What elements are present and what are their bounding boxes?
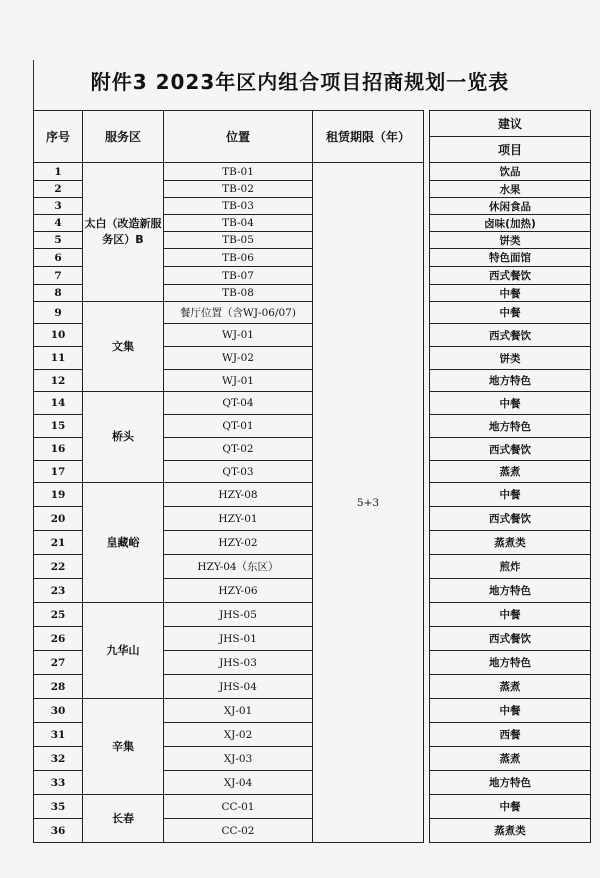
cell-position: XJ-01	[164, 699, 313, 723]
header-seq: 序号	[34, 111, 83, 163]
cell-project: 地方特色	[430, 415, 591, 438]
cell-seq: 30	[34, 699, 83, 723]
cell-project: 蒸煮	[430, 675, 591, 699]
cell-project: 特色面馆	[430, 249, 591, 267]
cell-seq: 16	[34, 438, 83, 461]
table-body	[34, 163, 591, 843]
cell-position: TB-02	[164, 181, 313, 198]
plan-table	[33, 110, 591, 843]
cell-seq: 8	[34, 285, 83, 302]
cell-project: 地方特色	[430, 771, 591, 795]
cell-seq: 12	[34, 370, 83, 392]
cell-position: TB-04	[164, 215, 313, 232]
cell-position: XJ-03	[164, 747, 313, 771]
cell-project: 中餐	[430, 285, 591, 302]
cell-project: 中餐	[430, 302, 591, 324]
cell-seq: 28	[34, 675, 83, 699]
cell-service-area: 辛集	[83, 699, 164, 795]
cell-seq: 17	[34, 461, 83, 483]
cell-project: 西餐	[430, 723, 591, 747]
cell-project: 蒸煮类	[430, 531, 591, 555]
cell-project: 蒸煮	[430, 747, 591, 771]
cell-project: 中餐	[430, 603, 591, 627]
cell-position: JHS-03	[164, 651, 313, 675]
cell-position: TB-06	[164, 249, 313, 267]
table-row	[34, 483, 591, 507]
cell-project: 西式餐饮	[430, 267, 591, 285]
cell-service-area: 九华山	[83, 603, 164, 699]
cell-service-area: 太白（改造新服务区）B	[83, 163, 164, 302]
cell-project: 饼类	[430, 347, 591, 370]
cell-position: QT-01	[164, 415, 313, 438]
cell-position: WJ-01	[164, 370, 313, 392]
cell-position: JHS-05	[164, 603, 313, 627]
cell-project: 地方特色	[430, 579, 591, 603]
cell-project: 地方特色	[430, 370, 591, 392]
cell-project: 卤味(加热)	[430, 215, 591, 232]
cell-project: 中餐	[430, 699, 591, 723]
cell-seq: 35	[34, 795, 83, 819]
table-row	[34, 603, 591, 627]
header-area: 服务区	[83, 111, 164, 163]
table-row	[34, 795, 591, 819]
cell-project: 水果	[430, 181, 591, 198]
cell-position: QT-03	[164, 461, 313, 483]
cell-position: WJ-01	[164, 324, 313, 347]
document-title: 附件3 2023年区内组合项目招商规划一览表	[90, 70, 510, 94]
cell-project: 地方特色	[430, 651, 591, 675]
cell-project: 西式餐饮	[430, 627, 591, 651]
header-term: 租赁期限（年）	[313, 111, 424, 163]
cell-position: TB-07	[164, 267, 313, 285]
cell-position: JHS-04	[164, 675, 313, 699]
cell-service-area: 皇藏峪	[83, 483, 164, 603]
cell-position: XJ-04	[164, 771, 313, 795]
cell-seq: 11	[34, 347, 83, 370]
header-position: 位置	[164, 111, 313, 163]
cell-position: HZY-08	[164, 483, 313, 507]
cell-lease-term: 5+3	[313, 163, 424, 843]
cell-project: 饮品	[430, 163, 591, 181]
cell-seq: 10	[34, 324, 83, 347]
cell-seq: 32	[34, 747, 83, 771]
cell-seq: 22	[34, 555, 83, 579]
cell-position: 餐厅位置（含WJ-06/07)	[164, 302, 313, 324]
cell-project: 西式餐饮	[430, 324, 591, 347]
cell-position: CC-02	[164, 819, 313, 843]
cell-position: TB-08	[164, 285, 313, 302]
cell-seq: 27	[34, 651, 83, 675]
cell-position: JHS-01	[164, 627, 313, 651]
cell-seq: 5	[34, 232, 83, 249]
cell-seq: 7	[34, 267, 83, 285]
cell-seq: 33	[34, 771, 83, 795]
cell-project: 西式餐饮	[430, 507, 591, 531]
table-row	[34, 163, 591, 181]
cell-position: TB-05	[164, 232, 313, 249]
cell-seq: 6	[34, 249, 83, 267]
cell-seq: 20	[34, 507, 83, 531]
table-row	[34, 302, 591, 324]
cell-project: 煎炸	[430, 555, 591, 579]
cell-position: QT-04	[164, 392, 313, 415]
cell-position: CC-01	[164, 795, 313, 819]
cell-project: 休闲食品	[430, 198, 591, 215]
cell-seq: 9	[34, 302, 83, 324]
cell-seq: 4	[34, 215, 83, 232]
cell-seq: 23	[34, 579, 83, 603]
cell-seq: 25	[34, 603, 83, 627]
cell-position: QT-02	[164, 438, 313, 461]
cell-seq: 2	[34, 181, 83, 198]
cell-project: 饼类	[430, 232, 591, 249]
cell-project: 中餐	[430, 795, 591, 819]
cell-seq: 36	[34, 819, 83, 843]
cell-service-area: 桥头	[83, 392, 164, 483]
table-row	[34, 699, 591, 723]
cell-seq: 19	[34, 483, 83, 507]
cell-position: HZY-01	[164, 507, 313, 531]
cell-position: XJ-02	[164, 723, 313, 747]
cell-seq: 26	[34, 627, 83, 651]
cell-project: 中餐	[430, 483, 591, 507]
cell-project: 蒸煮	[430, 461, 591, 483]
header-suggest: 建议	[430, 111, 591, 137]
cell-position: TB-03	[164, 198, 313, 215]
header-project: 项目	[430, 137, 591, 163]
cell-project: 西式餐饮	[430, 438, 591, 461]
cell-seq: 21	[34, 531, 83, 555]
table-row	[34, 392, 591, 415]
cell-seq: 31	[34, 723, 83, 747]
cell-seq: 3	[34, 198, 83, 215]
cell-position: HZY-04（东区）	[164, 555, 313, 579]
cell-service-area: 长春	[83, 795, 164, 843]
cell-project: 蒸煮类	[430, 819, 591, 843]
cell-seq: 1	[34, 163, 83, 181]
cell-position: WJ-02	[164, 347, 313, 370]
cell-position: HZY-02	[164, 531, 313, 555]
cell-position: HZY-06	[164, 579, 313, 603]
cell-service-area: 文集	[83, 302, 164, 392]
cell-seq: 14	[34, 392, 83, 415]
cell-project: 中餐	[430, 392, 591, 415]
cell-position: TB-01	[164, 163, 313, 181]
cell-seq: 15	[34, 415, 83, 438]
